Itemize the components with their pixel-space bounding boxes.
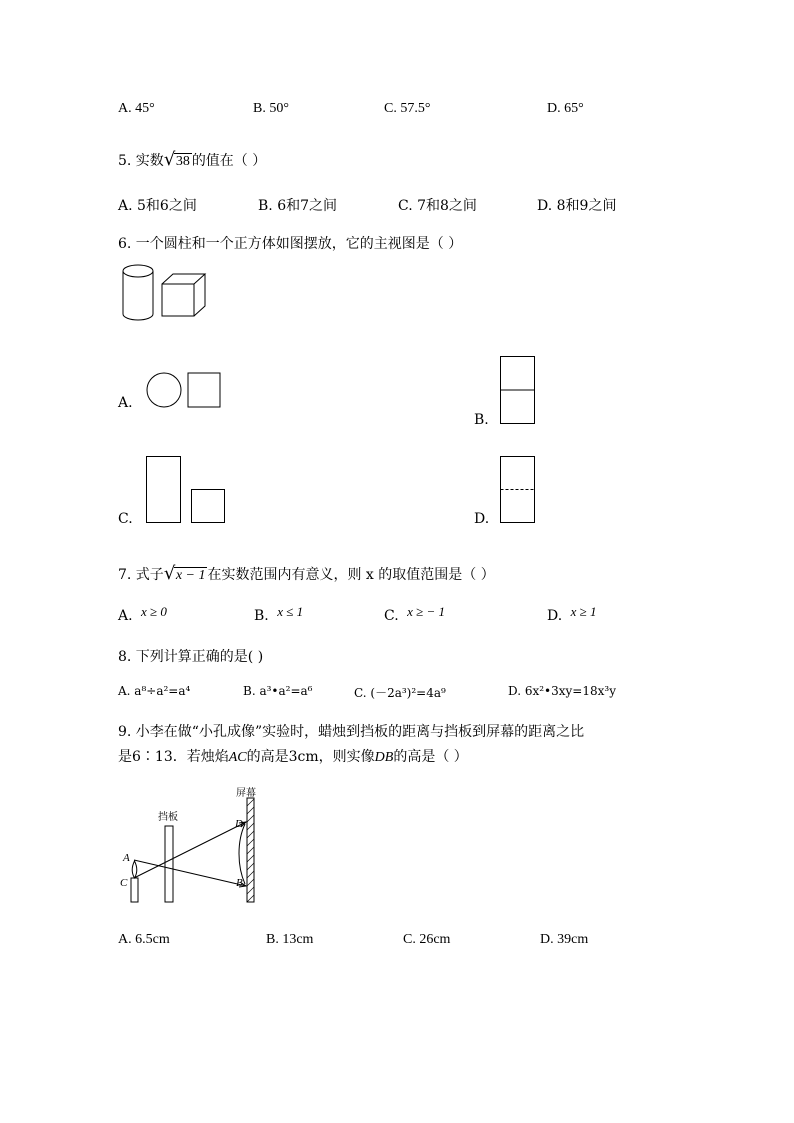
q8-option-b[interactable]: B. a³•a²=a⁶ [243, 684, 313, 698]
q8-option-c[interactable]: C. (－2a³)²=4a⁹ [354, 686, 446, 700]
candle [131, 878, 138, 902]
q5-prefix: 5. 实数 [118, 153, 164, 169]
q7-option-a[interactable] [118, 604, 167, 624]
q8-stem: 8. 下列计算正确的是( ) [118, 649, 264, 665]
q7-radicand: x − 1 [175, 568, 206, 583]
q7-option-c-expr: x ≥ − 1 [407, 604, 446, 619]
screen [247, 798, 254, 902]
q9-label-a: A [123, 852, 130, 864]
q9-option-b[interactable]: B. 13cm [266, 932, 314, 947]
q6-option-a-figure[interactable] [145, 372, 223, 410]
q7-option-d[interactable] [547, 604, 597, 624]
cube-front [162, 284, 194, 316]
q6-cylinder-cube-figure [118, 262, 214, 326]
q7-stem [118, 564, 495, 584]
q7-option-b-expr: x ≤ 1 [277, 604, 304, 619]
q9-screen-label: 屏幕 [236, 788, 256, 799]
q5-option-b[interactable]: B. 6和7之间 [258, 198, 338, 214]
q7-option-a-label: A. [118, 608, 133, 624]
baffle [165, 826, 173, 902]
q9-pinhole-figure [118, 786, 268, 908]
q4-option-d[interactable]: D. 65° [547, 101, 584, 116]
q7-sqrt: √ x − 1 [163, 563, 206, 584]
q9-stem-line1: 9. 小李在做“小孔成像”实验时，蜡烛到挡板的距离与挡板到屏幕的距离之比 [118, 724, 585, 740]
q7-suffix: 在实数范围内有意义，则 x 的取值范围是（ ） [207, 567, 495, 583]
q7-option-d-label: D. [547, 608, 563, 624]
q9-line2-b: 的高是3cm，则实像 [246, 749, 375, 765]
q9-label-c: C [120, 877, 128, 889]
q6-option-d-figure[interactable] [500, 456, 536, 526]
q7-option-b-label: B. [254, 608, 269, 624]
q9-line2-a: 是6∶13．若烛焰 [118, 749, 229, 765]
q9-db: DB [374, 750, 394, 765]
q4-option-a[interactable]: A. 45° [118, 101, 155, 116]
q9-label-d: D [235, 818, 243, 830]
q9-stem-line2 [118, 746, 468, 766]
q9-baffle-label: 挡板 [158, 812, 178, 823]
q8-option-d[interactable]: D. 6x²•3xy=18x³y [508, 684, 616, 698]
q6-stem: 6. 一个圆柱和一个正方体如图摆放，它的主视图是（ ） [118, 236, 463, 252]
q5-sqrt: √ 38 [163, 149, 190, 170]
flame [132, 861, 137, 878]
q6-option-b-label[interactable]: B. [474, 412, 489, 428]
q7-option-d-expr: x ≥ 1 [570, 604, 597, 619]
q9-ac: AC [228, 750, 247, 765]
q9-line2-c: 的高是（ ） [393, 749, 468, 765]
q6-option-c-label[interactable]: C. [118, 511, 133, 527]
q5-radicand: 38 [175, 154, 190, 169]
q9-label-b: B [236, 877, 243, 889]
q5-suffix: 的值在（ ） [191, 153, 267, 169]
q5-stem [118, 150, 266, 170]
q7-option-c[interactable] [384, 604, 446, 624]
q8-option-a[interactable]: A. a⁸÷a²=a⁴ [118, 684, 191, 698]
q6-option-a-label[interactable]: A. [118, 395, 133, 411]
q6-option-b-figure[interactable] [500, 356, 536, 426]
q4-option-c[interactable]: C. 57.5° [384, 101, 431, 116]
q5-option-c[interactable]: C. 7和8之间 [398, 198, 477, 214]
q6-option-d-label[interactable]: D. [474, 511, 490, 527]
q7-prefix: 7. 式子 [118, 567, 164, 583]
q9-option-d[interactable]: D. 39cm [540, 932, 589, 947]
q7-option-c-label: C. [384, 608, 399, 624]
q4-option-b[interactable]: B. 50° [253, 101, 289, 116]
q5-option-d[interactable]: D. 8和9之间 [537, 198, 617, 214]
q9-option-c[interactable]: C. 26cm [403, 932, 451, 947]
q9-option-a[interactable]: A. 6.5cm [118, 932, 170, 947]
cylinder-top [123, 265, 153, 277]
q7-option-a-expr: x ≥ 0 [141, 604, 167, 619]
q5-option-a[interactable]: A. 5和6之间 [118, 198, 197, 214]
q6-option-c-figure[interactable] [146, 456, 228, 526]
q7-option-b[interactable] [254, 604, 304, 624]
